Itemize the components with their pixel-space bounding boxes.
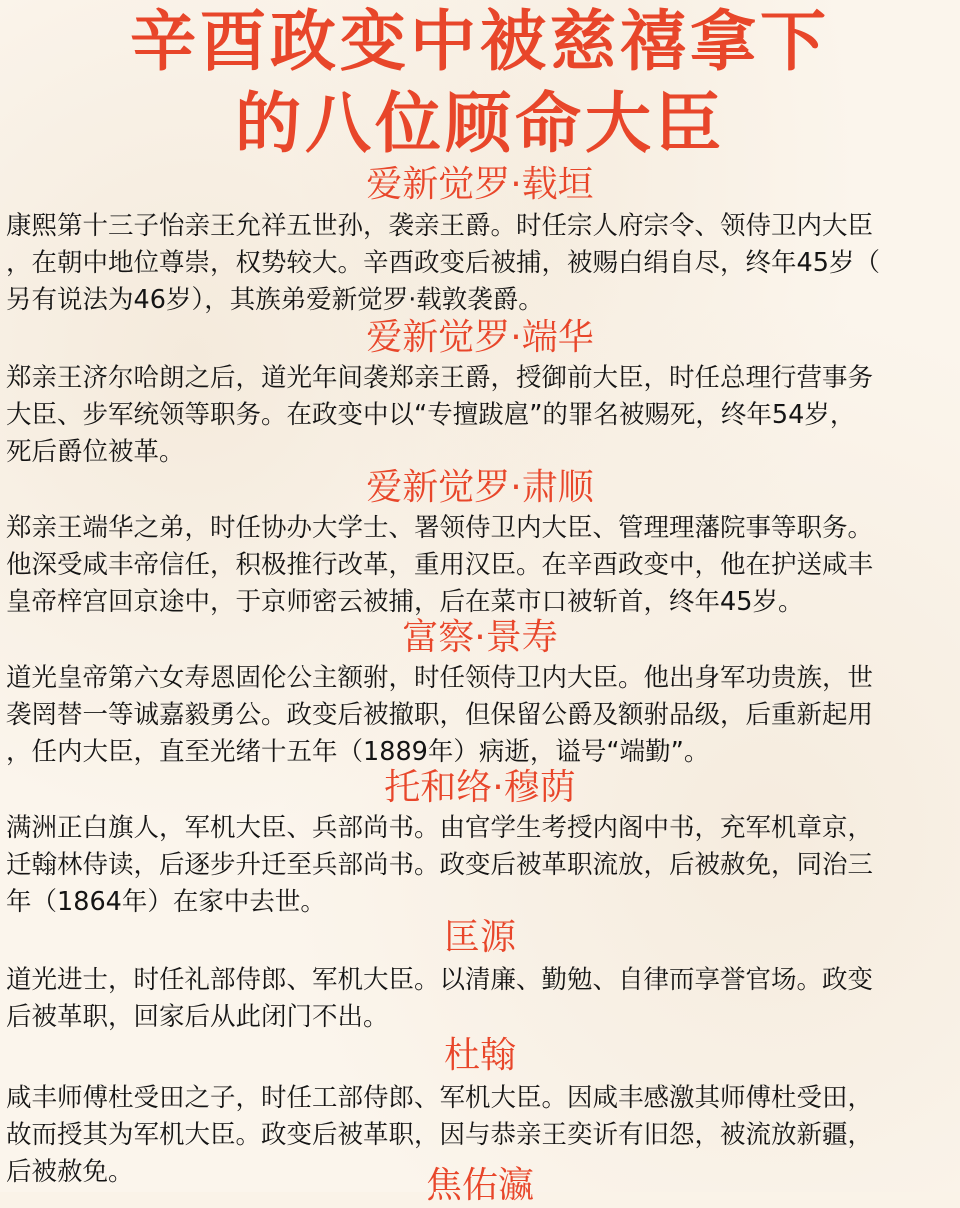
- minister-heading-jingshou: 富察·景寿: [402, 617, 558, 658]
- bio-line: 郑亲王端华之弟，时任协办大学士、署领侍卫内大臣、管理理藩院事等职务。: [6, 513, 874, 543]
- minister-heading-kuangyuan: 匡源: [443, 917, 516, 958]
- bio-line: 皇帝梓宫回京途中，于京师密云被捕，后在菜市口被斩首，终年45岁。: [6, 587, 804, 617]
- minister-bio-duanhua: [6, 360, 960, 471]
- minister-bio-sushun: [6, 510, 960, 621]
- bio-line: 另有说法为46岁），其族弟爱新觉罗·载敦袭爵。: [6, 285, 544, 315]
- bio-line: ，任内大臣，直至光绪十五年（1889年）病逝，谥号“端勤”。: [6, 737, 710, 767]
- bio-line: 道光皇帝第六女寿恩固伦公主额驸，时任领侍卫内大臣。他出身军功贵族，世: [6, 663, 874, 693]
- bio-line: 满洲正白旗人，军机大臣、兵部尚书。由官学生考授内阁中书，充军机章京，: [6, 813, 874, 843]
- bio-line: 后被革职，回家后从此闭门不出。: [6, 1002, 389, 1032]
- bio-line: 他深受咸丰帝信任，积极推行改革，重用汉臣。在辛酉政变中，他在护送咸丰: [6, 550, 874, 580]
- bio-line: 大臣、步军统领等职务。在政变中以“专擅跋扈”的罪名被赐死，终年54岁，: [6, 400, 856, 430]
- page-title-line-1: 辛酉政变中被慈禧拿下: [130, 3, 830, 80]
- minister-bio-muyin: [6, 810, 960, 921]
- minister-heading-duhan: 杜翰: [443, 1035, 516, 1076]
- bio-line: 后被赦免。: [6, 1157, 134, 1187]
- bio-line: 死后爵位被革。: [6, 437, 185, 467]
- bio-line: 故而授其为军机大臣。政变后被革职，因与恭亲王奕䜣有旧怨，被流放新疆，: [6, 1120, 874, 1150]
- minister-heading-muyin: 托和络·穆荫: [384, 767, 576, 808]
- bio-line: 康熙第十三子怡亲王允祥五世孙，袭亲王爵。时任宗人府宗令、领侍卫内大臣: [6, 211, 874, 241]
- bio-line: 迁翰林侍读，后逐步升迁至兵部尚书。政变后被革职流放，后被赦免，同治三: [6, 850, 874, 880]
- minister-bio-jingshou: [6, 660, 960, 771]
- bio-line: ，在朝中地位尊崇，权势较大。辛酉政变后被捕，被赐白绢自尽，终年45岁（: [6, 248, 880, 278]
- bio-line: 年（1864年）在家中去世。: [6, 887, 326, 917]
- bio-line: 郑亲王济尔哈朗之后，道光年间袭郑亲王爵，授御前大臣，时任总理行营事务: [6, 363, 874, 393]
- minister-heading-zaiyuan: 爱新觉罗·载垣: [366, 164, 594, 205]
- page-title-line-2: 的八位顾命大臣: [235, 85, 725, 162]
- bio-line: 袭罔替一等诚嘉毅勇公。政变后被撤职，但保留公爵及额驸品级，后重新起用: [6, 700, 874, 730]
- minister-bio-zaiyuan: [6, 208, 960, 319]
- minister-bio-kuangyuan: [6, 962, 960, 1036]
- bio-line: 道光进士，时任礼部侍郎、军机大臣。以清廉、勤勉、自律而享誉官场。政变: [6, 965, 874, 995]
- bio-line: 咸丰师傅杜受田之子，时任工部侍郎、军机大臣。因咸丰感激其师傅杜受田，: [6, 1083, 874, 1113]
- minister-heading-sushun: 爱新觉罗·肃顺: [366, 467, 594, 508]
- minister-heading-jiaoyouying: 焦佑瀛: [425, 1165, 534, 1206]
- minister-heading-duanhua: 爱新觉罗·端华: [366, 317, 594, 358]
